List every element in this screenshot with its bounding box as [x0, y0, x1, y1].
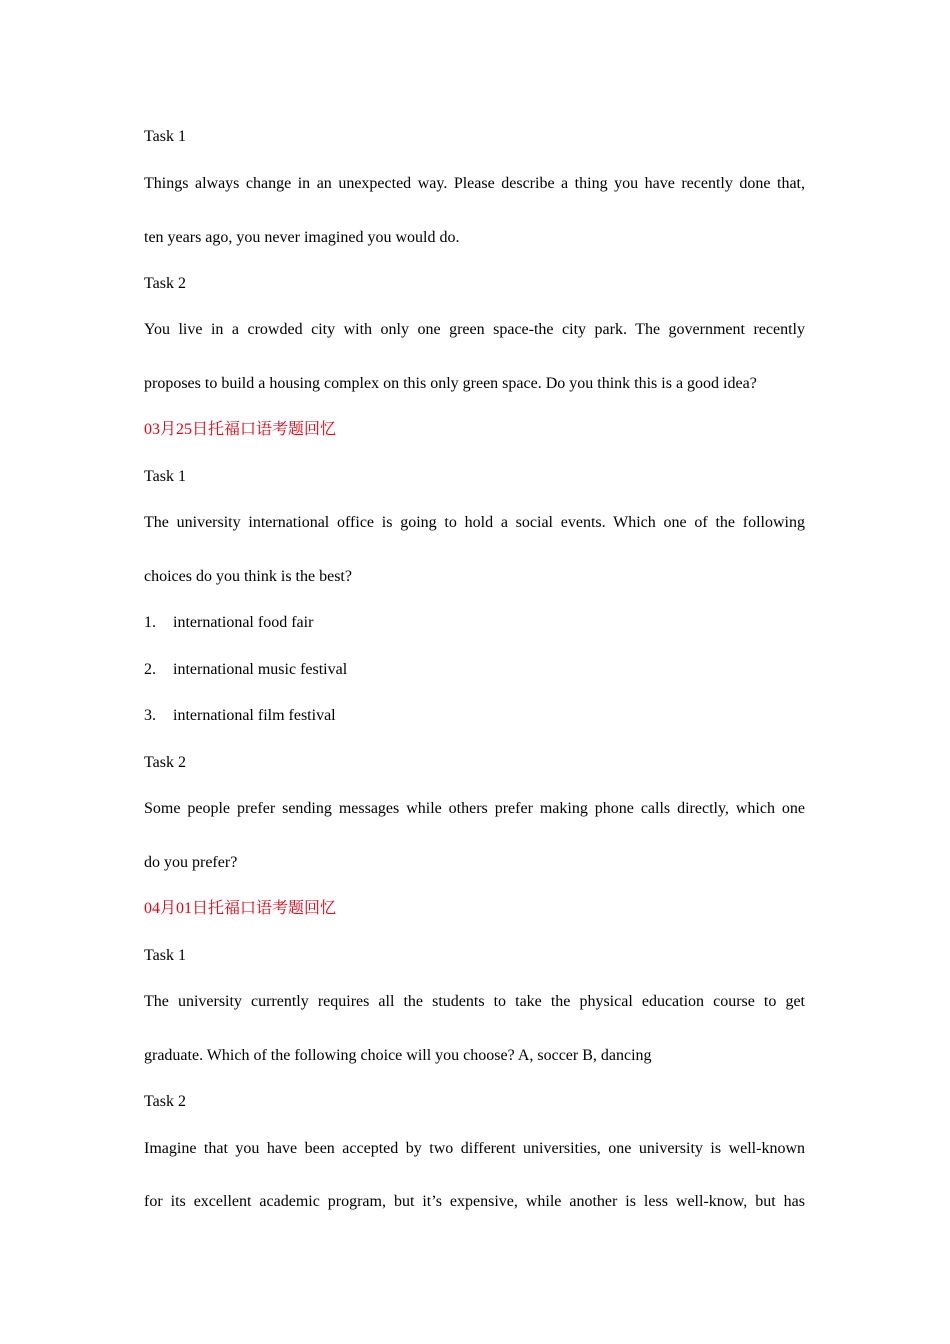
list-item-number: 2.	[144, 661, 156, 678]
task-label: Task 2	[144, 754, 186, 771]
task-text-line: You live in a crowded city with only one green space-the city park. The government recently	[144, 321, 805, 338]
task-label: Task 2	[144, 1093, 186, 1110]
section-heading: 03月25日托福口语考题回忆	[144, 421, 337, 438]
task-label: Task 1	[144, 947, 186, 964]
section-heading: 04月01日托福口语考题回忆	[144, 900, 337, 917]
task-text-line: do you prefer?	[144, 854, 238, 871]
list-item-text: international food fair	[173, 614, 314, 631]
task-text-line: ten years ago, you never imagined you would do.	[144, 229, 460, 246]
task-text-line: Imagine that you have been accepted by two different universities, one university is well-known	[144, 1140, 805, 1157]
task-label: Task 2	[144, 275, 186, 292]
list-item-text: international music festival	[173, 661, 348, 678]
list-item-text: international film festival	[173, 707, 336, 724]
task-label: Task 1	[144, 128, 186, 145]
task-text-line: Some people prefer sending messages while others prefer making phone calls directly, which one	[144, 800, 805, 817]
list-item	[144, 706, 336, 726]
list-item	[144, 613, 313, 633]
task-text-line: The university currently requires all the students to take the physical education course to get	[144, 993, 805, 1010]
task-text-line: Things always change in an unexpected way. Please describe a thing you have recently done that,	[144, 175, 805, 192]
list-item-number: 1.	[144, 614, 156, 631]
task-text-line: for its excellent academic program, but it’s expensive, while another is less well-know, but has	[144, 1193, 805, 1210]
task-text-line: proposes to build a housing complex on this only green space. Do you think this is a good idea?	[144, 375, 757, 392]
list-item	[144, 660, 347, 680]
task-text-line: The university international office is going to hold a social events. Which one of the following	[144, 514, 805, 531]
list-item-number: 3.	[144, 707, 156, 724]
task-text-line: graduate. Which of the following choice will you choose? A, soccer B, dancing	[144, 1047, 652, 1064]
task-text-line: choices do you think is the best?	[144, 568, 352, 585]
task-label: Task 1	[144, 468, 186, 485]
